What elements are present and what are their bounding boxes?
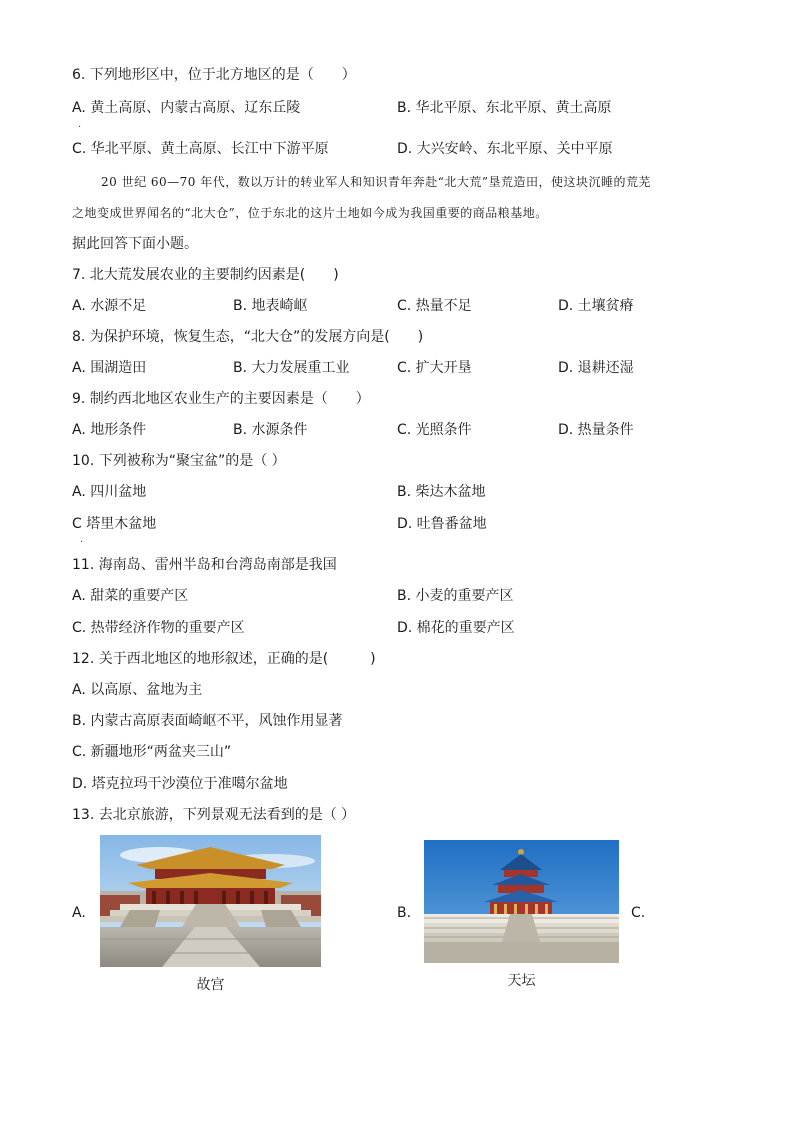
- q9-option-d: D. 热量条件: [558, 422, 634, 438]
- q13-stem: 13. 去北京旅游，下列景观无法看到的是（ ）: [72, 807, 356, 823]
- q10-option-a: A. 四川盆地: [72, 484, 147, 500]
- q12-stem: 12. 关于西北地区的地形叙述，正确的是( ): [72, 651, 376, 667]
- q6-option-a: A. 黄土高原、内蒙古高原、辽东丘陵: [72, 100, 301, 116]
- q13-option-b-label: B.: [397, 905, 412, 921]
- q8-option-c: C. 扩大开垦: [397, 360, 472, 376]
- q13-option-a-label: A.: [72, 905, 86, 921]
- q12-option-d: D. 塔克拉玛干沙漠位于准噶尔盆地: [72, 776, 288, 792]
- q11-option-c: C. 热带经济作物的重要产区: [72, 620, 245, 636]
- q13-option-c-label: C.: [631, 905, 646, 921]
- q12-option-a: A. 以高原、盆地为主: [72, 682, 203, 698]
- q11-stem: 11. 海南岛、雷州半岛和台湾岛南部是我国: [72, 557, 337, 573]
- passage-instruction: 据此回答下面小题。: [72, 236, 198, 252]
- q6-option-d: D. 大兴安岭、东北平原、关中平原: [397, 141, 613, 157]
- q9-option-c: C. 光照条件: [397, 422, 472, 438]
- passage-line-1: 20 世纪 60—70 年代，数以万计的转业军人和知识青年奔赴“北大荒”垦荒造田，使这块沉睡的荒芜: [101, 175, 652, 189]
- q7-option-c: C. 热量不足: [397, 298, 472, 314]
- q8-option-b: B. 大力发展重工业: [233, 360, 350, 376]
- q13-caption-b: 天坛: [507, 973, 536, 989]
- q10-option-b: B. 柴达木盆地: [397, 484, 486, 500]
- mark-dot: .: [80, 534, 84, 545]
- q7-option-d: D. 土壤贫瘠: [558, 298, 634, 314]
- q11-option-d: D. 棉花的重要产区: [397, 620, 515, 636]
- q7-stem: 7. 北大荒发展农业的主要制约因素是( ): [72, 267, 339, 283]
- q12-option-c: C. 新疆地形“两盆夹三山”: [72, 744, 232, 760]
- passage-line-2: 之地变成世界闻名的“北大仓”，位于东北的这片土地如今成为我国重要的商品粮基地。: [72, 206, 548, 220]
- q6-stem: 6. 下列地形区中，位于北方地区的是（ ）: [72, 67, 356, 83]
- q6-option-b: B. 华北平原、东北平原、黄土高原: [397, 100, 612, 116]
- forbidden-city-image: [100, 835, 321, 967]
- q8-option-d: D. 退耕还湿: [558, 360, 634, 376]
- q6-option-c: C. 华北平原、黄土高原、长江中下游平原: [72, 141, 329, 157]
- q9-option-b: B. 水源条件: [233, 422, 308, 438]
- q9-option-a: A. 地形条件: [72, 422, 147, 438]
- q11-option-a: A. 甜菜的重要产区: [72, 588, 189, 604]
- q10-option-d: D. 吐鲁番盆地: [397, 516, 487, 532]
- q11-option-b: B. 小麦的重要产区: [397, 588, 514, 604]
- mark-dot: .: [78, 119, 82, 130]
- q8-option-a: A. 围湖造田: [72, 360, 147, 376]
- q10-stem: 10. 下列被称为“聚宝盆”的是（ ）: [72, 453, 286, 469]
- q7-option-a: A. 水源不足: [72, 298, 147, 314]
- q7-option-b: B. 地表崎岖: [233, 298, 308, 314]
- q8-stem: 8. 为保护环境，恢复生态，“北大仓”的发展方向是( ): [72, 329, 424, 345]
- temple-of-heaven-image: [424, 840, 619, 963]
- q12-option-b: B. 内蒙古高原表面崎岖不平，风蚀作用显著: [72, 713, 343, 729]
- q10-option-c: C 塔里木盆地: [72, 516, 157, 532]
- q9-stem: 9. 制约西北地区农业生产的主要因素是（ ）: [72, 391, 370, 407]
- q13-caption-a: 故宫: [196, 977, 225, 993]
